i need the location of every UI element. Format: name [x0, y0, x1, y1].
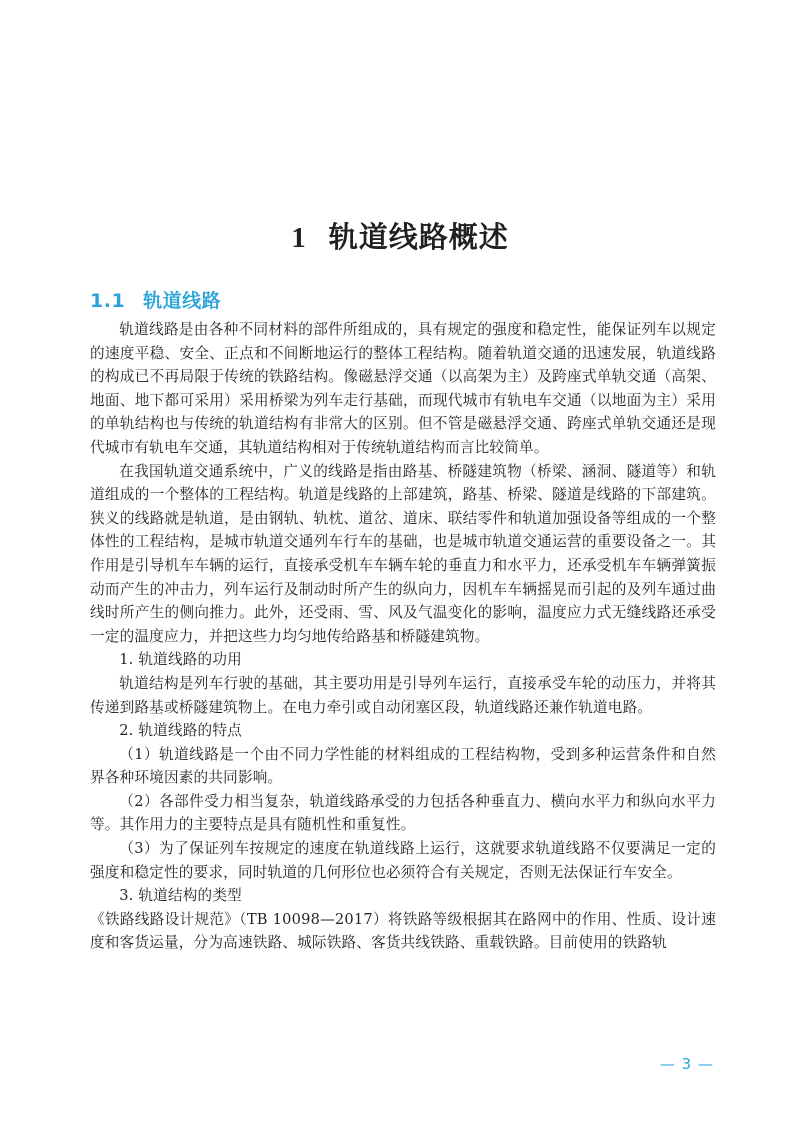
- section-title-text: 轨道线路: [143, 289, 222, 312]
- list-item: （1）轨道线路是一个由不同力学性能的材料组成的工程结构物，受到多种运营条件和自然界各种环境因素的共同影响。: [90, 745, 716, 787]
- section-number: 1.1: [90, 289, 126, 312]
- paragraph: 轨道线路是由各种不同材料的部件所组成的，具有规定的强度和稳定性，能保证列车以规定的速度平稳、安全、正点和不间断地运行的整体工程结构。随着轨道交通的迅速发展，轨道线路的构成已不再局限于传统的铁路结构。像磁悬浮交通（以高架为主）及跨座式单轨交通（高架、地面、地下都可采用）采用桥梁为列车走行基础，而现代城市有轨电车交通（以地面为主）采用的单轨结构也与传统的轨道结构有非常大的区别。但不管是磁悬浮交通、跨座式单轨交通还是现代城市有轨电车交通，其轨道结构相对于传统轨道结构而言比较简单。: [90, 321, 716, 456]
- body-text: [90, 318, 716, 955]
- list-heading: 2. 轨道线路的特点: [119, 722, 242, 740]
- paragraph: 在我国轨道交通系统中，广义的线路是指由路基、桥隧建筑物（桥梁、涵洞、隧道等）和轨道组成的一个整体的工程结构。轨道是线路的上部建筑，路基、桥梁、隧道是线路的下部建筑。狭义的线路就是轨道，是由钢轨、轨枕、道岔、道床、联结零件和轨道加强设备等组成的一个整体性的工程结构，是城市轨道交通列车行车的基础，也是城市轨道交通运营的重要设备之一。其作用是引导机车车辆的运行，直接承受机车车辆车轮的垂直力和水平力，还承受机车车辆弹簧振动而产生的冲击力，列车运行及制动时所产生的纵向力，因机车车辆摇晃而引起的及列车通过曲线时所产生的侧向推力。此外，还受雨、雪、风及气温变化的影响，温度应力式无缝线路还承受一定的温度应力，并把这些力均匀地传给路基和桥隧建筑物。: [90, 462, 716, 645]
- list-item: （2）各部件受力相当复杂，轨道线路承受的力包括各种垂直力、横向水平力和纵向水平力等。其作用力的主要特点是具有随机性和重复性。: [90, 792, 716, 834]
- page-number: — 3 —: [659, 1055, 714, 1073]
- chapter-number: 1: [291, 222, 307, 255]
- list-heading: 3. 轨道结构的类型: [119, 887, 242, 905]
- list-heading: 1. 轨道线路的功用: [119, 651, 242, 669]
- list-item: （3）为了保证列车按规定的速度在轨道线路上运行，这就要求轨道线路不仅要满足一定的强度和稳定性的要求，同时轨道的几何形位也必须符合有关规定，否则无法保证行车安全。: [90, 840, 716, 881]
- paragraph: 轨道结构是列车行驶的基础，其主要功用是引导列车运行，直接承受车轮的动压力，并将其传递到路基或桥隧建筑物上。在电力牵引或自动闭塞区段，轨道线路还兼作轨道电路。: [90, 674, 716, 716]
- paragraph: 《铁路线路设计规范》（TB 10098—2017）将铁路等级根据其在路网中的作用、性质、设计速度和客货运量，分为高速铁路、城际铁路、客货共线铁路、重载铁路。目前使用的铁路轨: [90, 910, 716, 952]
- chapter-title: [0, 215, 800, 256]
- section-title: [90, 286, 221, 313]
- chapter-title-text: 轨道线路概述: [328, 220, 509, 255]
